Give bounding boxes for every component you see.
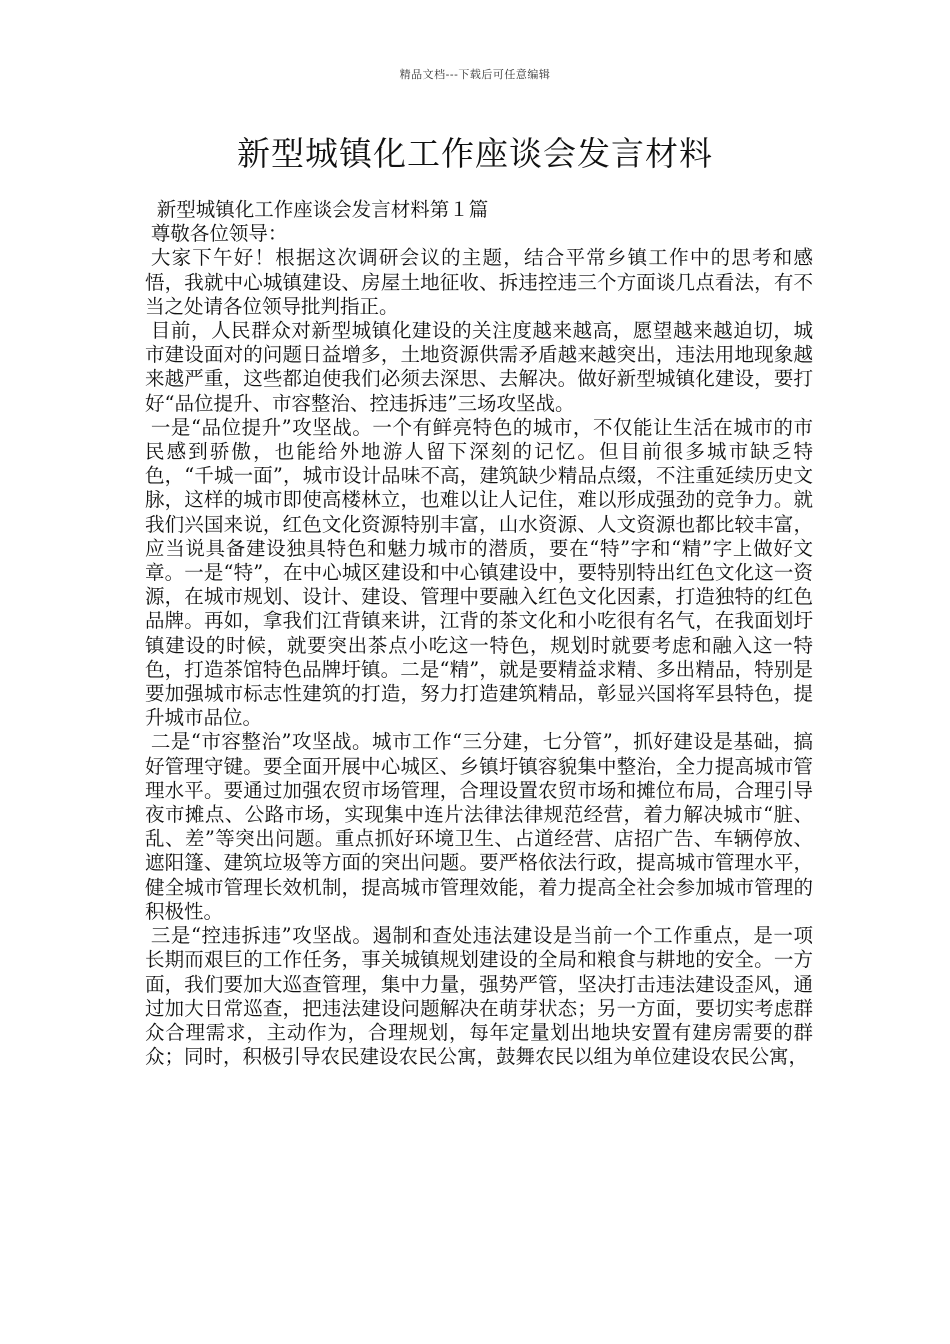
paragraph-greeting: 大家下午好！根据这次调研会议的主题，结合平常乡镇工作中的思考和感悟，我就中心城镇建设、房屋土地征收、拆违控违三个方面谈几点看法，有不当之处请各位领导批判指正。 — [145, 246, 813, 318]
document-body — [145, 198, 813, 1069]
document-subtitle: 新型城镇化工作座谈会发言材料第１篇 — [156, 198, 489, 221]
salutation: 尊敬各位领导： — [150, 222, 288, 246]
document-title: 新型城镇化工作座谈会发言材料 — [237, 134, 713, 173]
paragraph-background: 目前，人民群众对新型城镇化建设的关注度越来越高，愿望越来越迫切，城市建设面对的问题日益增多，土地资源供需矛盾越来越突出，违法用地现象越来越严重，这些都迫使我们必须去深思、去解决。做好新型城镇化建设，要打好“品位提升、市容整治、控违拆违”三场攻坚战。 — [145, 319, 813, 415]
paragraph-quality-improvement: 一是“品位提升”攻坚战。一个有鲜亮特色的城市，不仅能让生活在城市的市民感到骄傲，也能给外地游人留下深刻的记忆。但目前很多城市缺乏特色，“千城一面”，城市设计品味不高，建筑缺少精品点缀，不注重延续历史文脉，这样的城市即使高楼林立，也难以让人记住，难以形成强劲的竞争力。就我们兴国来说，红色文化资源特别丰富，山水资源、人文资源也都比较丰富，应当说具备建设独具特色和魅力城市的潜质，要在“特”字和“精”字上做好文章。一是“特”，在中心城区建设和中心镇建设中，要特别特出红色文化这一资源，在城市规划、设计、建设、管理中要融入红色文化因素，打造独特的红色品牌。再如，拿我们江背镇来讲，江背的茶文化和小吃很有名气，在我面划圩镇建设的时候，就要突出茶点小吃这一特色，规划时就要考虑和融入这一特色，打造茶馆特色品牌圩镇。二是“精”，就是要精益求精、多出精品，特别是要加强城市标志性建筑的打造，努力打造建筑精品，彰显兴国将军县特色，提升城市品位。 — [145, 415, 813, 730]
page-header-note: 精品文档---下载后可任意编辑 — [399, 68, 551, 81]
paragraph-city-appearance: 二是“市容整治”攻坚战。城市工作“三分建，七分管”，抓好建设是基础，搞好管理守键。要全面开展中心城区、乡镇圩镇容貌集中整治，全力提高城市管理水平。要通过加强农贸市场管理，合理设置农贸市场和摊位布局，合理引导夜市摊点、公路市场，实现集中连片法律法律规范经营，着力解决城市“脏、乱、差”等突出问题。重点抓好环境卫生、占道经营、店招广告、车辆停放、遮阳篷、建筑垃圾等方面的突出问题。要严格依法行政，提高城市管理水平，健全城市管理长效机制，提高城市管理效能，着力提高全社会参加城市管理的积极性。 — [145, 730, 813, 923]
paragraph-illegal-construction: 三是“控违拆违”攻坚战。遏制和查处违法建设是当前一个工作重点，是一项长期而艰巨的工作任务，事关城镇规划建设的全局和粮食与耕地的安全。一方面，我们要加大巡查管理，集中力量，强势严管，坚决打击违法建设歪风，通过加大日常巡查，把违法建设问题解决在萌芽状态；另一方面，要切实考虑群众合理需求，主动作为，合理规划，每年定量划出地块安置有建房需要的群众；同时，积极引导农民建设农民公寓，鼓舞农民以组为单位建设农民公寓， — [145, 924, 813, 1069]
